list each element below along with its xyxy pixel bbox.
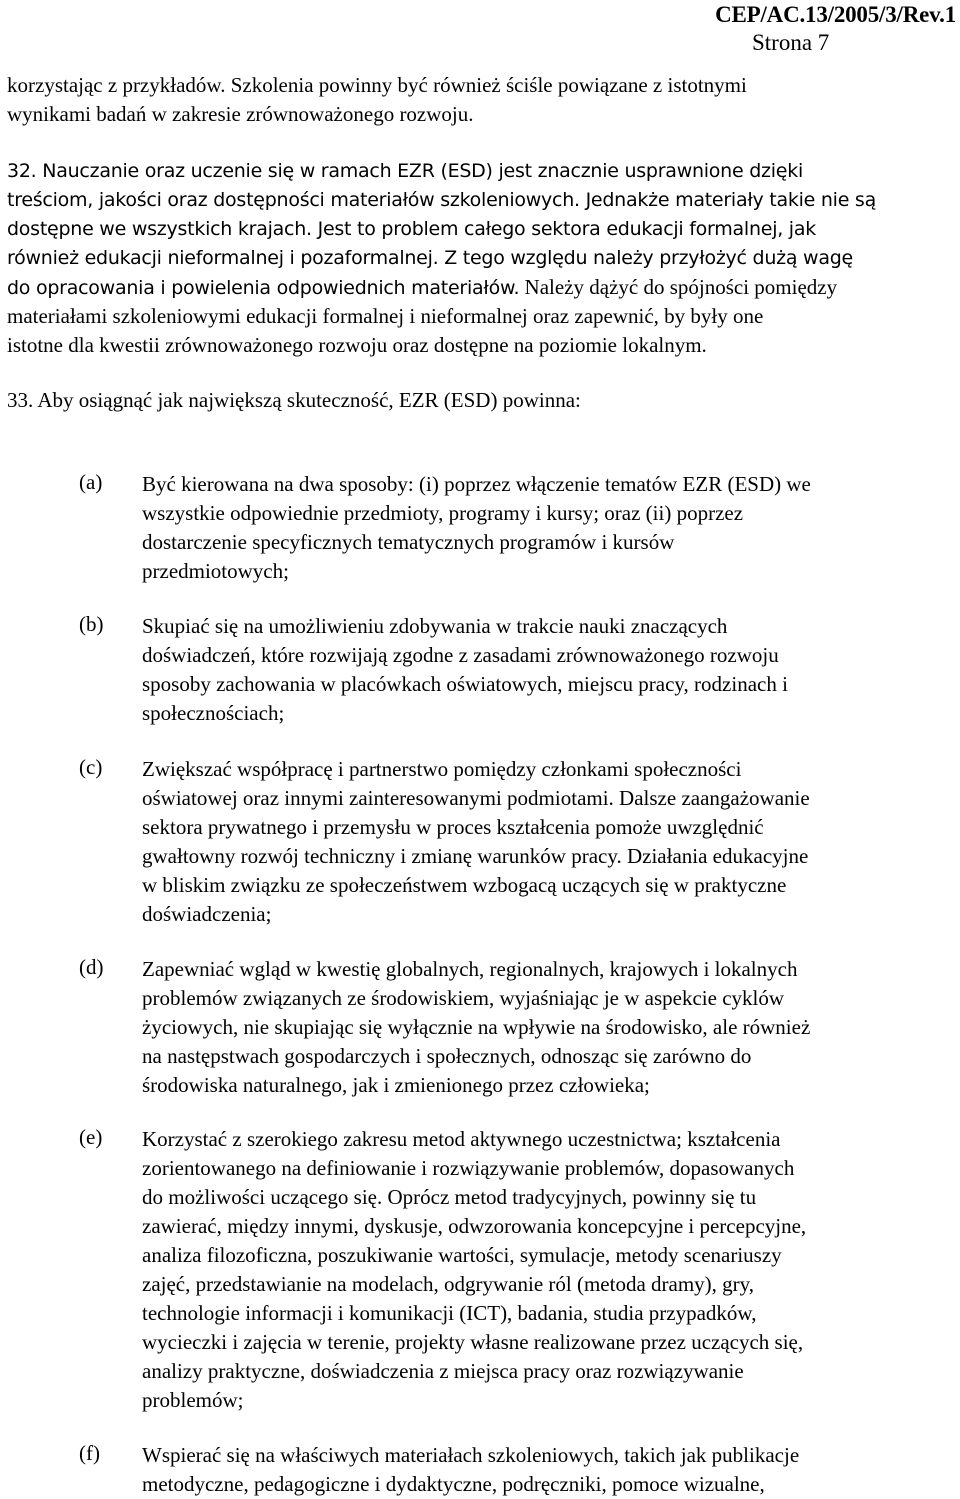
intro-line-1: korzystając z przykładów. Szkolenia powinny być również ściśle powiązane z istotnymi	[7, 73, 747, 97]
item-b-line: doświadczeń, które rozwijają zgodne z zasadami zrównoważonego rozwoju	[142, 643, 779, 667]
item-c-label: (c)	[79, 755, 103, 779]
item-e-line: technologie informacji i komunikacji (ICT), badania, studia przypadków,	[142, 1301, 757, 1325]
document-symbol: CEP/AC.13/2005/3/Rev.1	[715, 2, 956, 27]
item-e-line: zajęć, przedstawianie na modelach, odgrywanie ról (metoda dramy), gry,	[142, 1272, 755, 1296]
item-e-line: do możliwości uczącego się. Oprócz metod tradycyjnych, powinny się tu	[142, 1185, 757, 1209]
para32-line-4: również edukacji nieformalnej i pozaformalnej. Z tego względu należy przyłożyć dużą wagę	[7, 247, 853, 269]
para32-line-5a: do opracowania i powielenia odpowiednich materiałów.	[7, 277, 520, 299]
para32-line-6: materiałami szkoleniowymi edukacji formalnej i nieformalnej oraz zapewnić, by były one	[7, 304, 764, 328]
item-a-line: Być kierowana na dwa sposoby: (i) poprzez włączenie tematów EZR (ESD) we	[142, 472, 811, 496]
item-e-line: analiza filozoficzna, poszukiwanie wartości, symulacje, metody scenariuszy	[142, 1243, 782, 1267]
item-d-line: problemów związanych ze środowiskiem, wyjaśniając je w aspekcie cyklów	[142, 986, 785, 1010]
item-a-line: wszystkie odpowiednie przedmioty, programy i kursy; oraz (ii) poprzez	[142, 501, 744, 525]
item-c-line: w bliskim związku ze społeczeństwem wzbogacą uczących się w praktyczne	[142, 873, 787, 897]
item-e-line: analizy praktyczne, doświadczenia z miejsca pracy oraz rozwiązywanie	[142, 1359, 744, 1383]
item-e-line: zorientowanego na definiowanie i rozwiązywanie problemów, dopasowanych	[142, 1156, 795, 1180]
item-c-line: sektora prywatnego i przemysłu w proces kształcenia pomoże uwzględnić	[142, 815, 764, 839]
para33-text: 33. Aby osiągnąć jak największą skuteczność, EZR (ESD) powinna:	[7, 388, 581, 412]
para32-line-1: 32. Nauczanie oraz uczenie się w ramach EZR (ESD) jest znacznie usprawnione dzięki	[7, 160, 803, 182]
item-d-label: (d)	[79, 955, 104, 979]
intro-line-2: wynikami badań w zakresie zrównoważonego rozwoju.	[7, 102, 474, 126]
item-d-line: na następstwach gospodarczych i społecznych, odnosząc się zarówno do	[142, 1044, 752, 1068]
item-c-line: gwałtowny rozwój techniczny i zmianę warunków pracy. Działania edukacyjne	[142, 844, 809, 868]
item-a-text	[142, 470, 954, 586]
para32-line-5b: Należy dążyć do spójności pomiędzy	[519, 275, 838, 299]
item-e-line: zawierać, między innymi, dyskusje, odwzorowania koncepcyjne i percepcyjne,	[142, 1214, 807, 1238]
item-a-label: (a)	[79, 470, 103, 494]
item-d-text	[142, 955, 954, 1100]
item-c-line: doświadczenia;	[142, 902, 272, 926]
item-b-label: (b)	[79, 612, 104, 636]
item-d-line: życiowych, nie skupiając się wyłącznie na wpływie na środowisko, ale również	[142, 1015, 811, 1039]
item-a-line: przedmiotowych;	[142, 559, 289, 583]
para32-line-3: dostępne we wszystkich krajach. Jest to problem całego sektora edukacji formalnej, jak	[7, 218, 816, 240]
item-b-text	[142, 612, 954, 728]
item-b-line: sposoby zachowania w placówkach oświatowych, miejscu pracy, rodzinach i	[142, 672, 788, 696]
item-d-line: środowiska naturalnego, jak i zmienionego przez człowieka;	[142, 1073, 650, 1097]
para32-line-2: treściom, jakości oraz dostępności materiałów szkoleniowych. Jednakże materiały takie nie są	[7, 189, 876, 211]
item-d-line: Zapewniać wgląd w kwestię globalnych, regionalnych, krajowych i lokalnych	[142, 957, 798, 981]
item-e-line: wycieczki i zajęcia w terenie, projekty własne realizowane przez uczących się,	[142, 1330, 804, 1354]
item-e-text	[142, 1125, 954, 1415]
item-f-label: (f)	[79, 1441, 100, 1465]
item-c-line: oświatowej oraz innymi zainteresowanymi podmiotami. Dalsze zaangażowanie	[142, 786, 810, 810]
page-number: Strona 7	[752, 30, 830, 55]
item-e-label: (e)	[79, 1125, 103, 1149]
para32-line-5	[7, 273, 837, 303]
item-b-line: społecznościach;	[142, 701, 285, 725]
item-e-line: problemów;	[142, 1388, 244, 1412]
item-f-text	[142, 1441, 954, 1499]
item-f-line: Wspierać się na właściwych materiałach szkoleniowych, takich jak publikacje	[142, 1443, 800, 1467]
item-c-text	[142, 755, 954, 929]
item-b-line: Skupiać się na umożliwieniu zdobywania w trakcie nauki znaczących	[142, 614, 728, 638]
para32-line-7: istotne dla kwestii zrównoważonego rozwoju oraz dostępne na poziomie lokalnym.	[7, 333, 707, 357]
item-e-line: Korzystać z szerokiego zakresu metod aktywnego uczestnictwa; kształcenia	[142, 1127, 781, 1151]
item-f-line: metodyczne, pedagogiczne i dydaktyczne, podręczniki, pomoce wizualne,	[142, 1472, 765, 1496]
item-c-line: Zwiększać współpracę i partnerstwo pomiędzy członkami społeczności	[142, 757, 742, 781]
item-a-line: dostarczenie specyficznych tematycznych programów i kursów	[142, 530, 675, 554]
